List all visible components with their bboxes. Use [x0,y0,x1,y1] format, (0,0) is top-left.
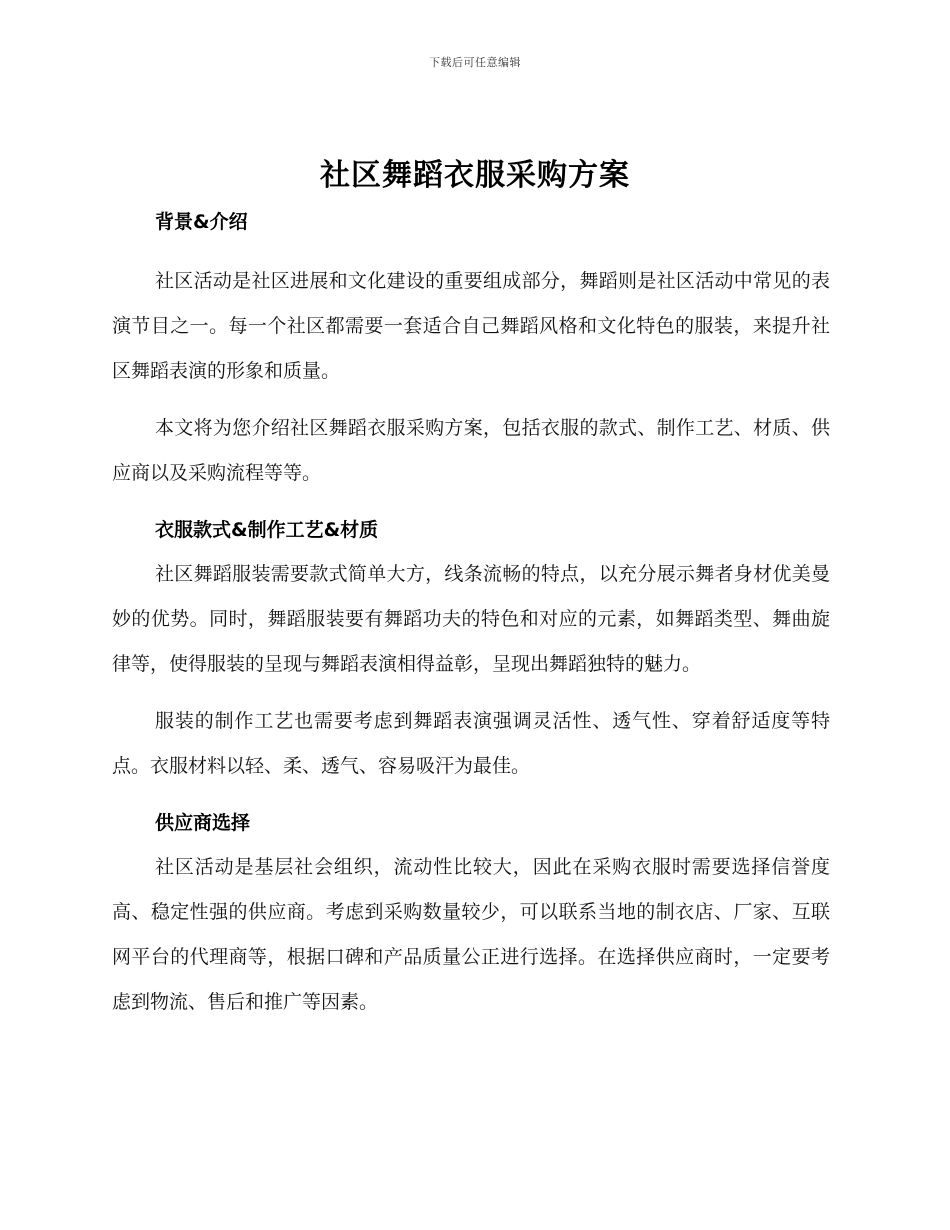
paragraph: 社区活动是基层社会组织，流动性比较大，因此在采购衣服时需要选择信誉度高、稳定性强的供应商。考虑到采购数量较少，可以联系当地的制衣店、厂家、互联网平台的代理商等，根据口碑和产品质量公正进行选择。在选择供应商时，一定要考虑到物流、售后和推广等因素。 [112,856,830,1013]
section-style-craft-material [112,508,830,789]
document-title: 社区舞蹈衣服采购方案 [320,158,630,193]
section-supplier-selection [112,801,830,1025]
section-heading: 衣服款式&制作工艺&材质 [155,519,379,541]
document-body [112,200,830,1037]
section-background [112,200,830,496]
paragraph: 本文将为您介绍社区舞蹈衣服采购方案，包括衣服的款式、制作工艺、材质、供应商以及采购流程等等。 [112,417,830,484]
header-note: 下载后可任意编辑 [429,56,521,69]
paragraph: 社区活动是社区进展和文化建设的重要组成部分，舞蹈则是社区活动中常见的表演节目之一。每一个社区都需要一套适合自己舞蹈风格和文化特色的服装，来提升社区舞蹈表演的形象和质量。 [112,270,830,382]
paragraph: 服装的制作工艺也需要考虑到舞蹈表演强调灵活性、透气性、穿着舒适度等特点。衣服材料以轻、柔、透气、容易吸汗为最佳。 [112,710,830,777]
paragraph: 社区舞蹈服装需要款式简单大方，线条流畅的特点，以充分展示舞者身材优美曼妙的优势。同时，舞蹈服装要有舞蹈功夫的特色和对应的元素，如舞蹈类型、舞曲旋律等，使得服装的呈现与舞蹈表演相得益彰，呈现出舞蹈独特的魅力。 [112,563,830,675]
section-heading: 供应商选择 [155,812,251,834]
section-heading: 背景&介绍 [155,211,248,233]
